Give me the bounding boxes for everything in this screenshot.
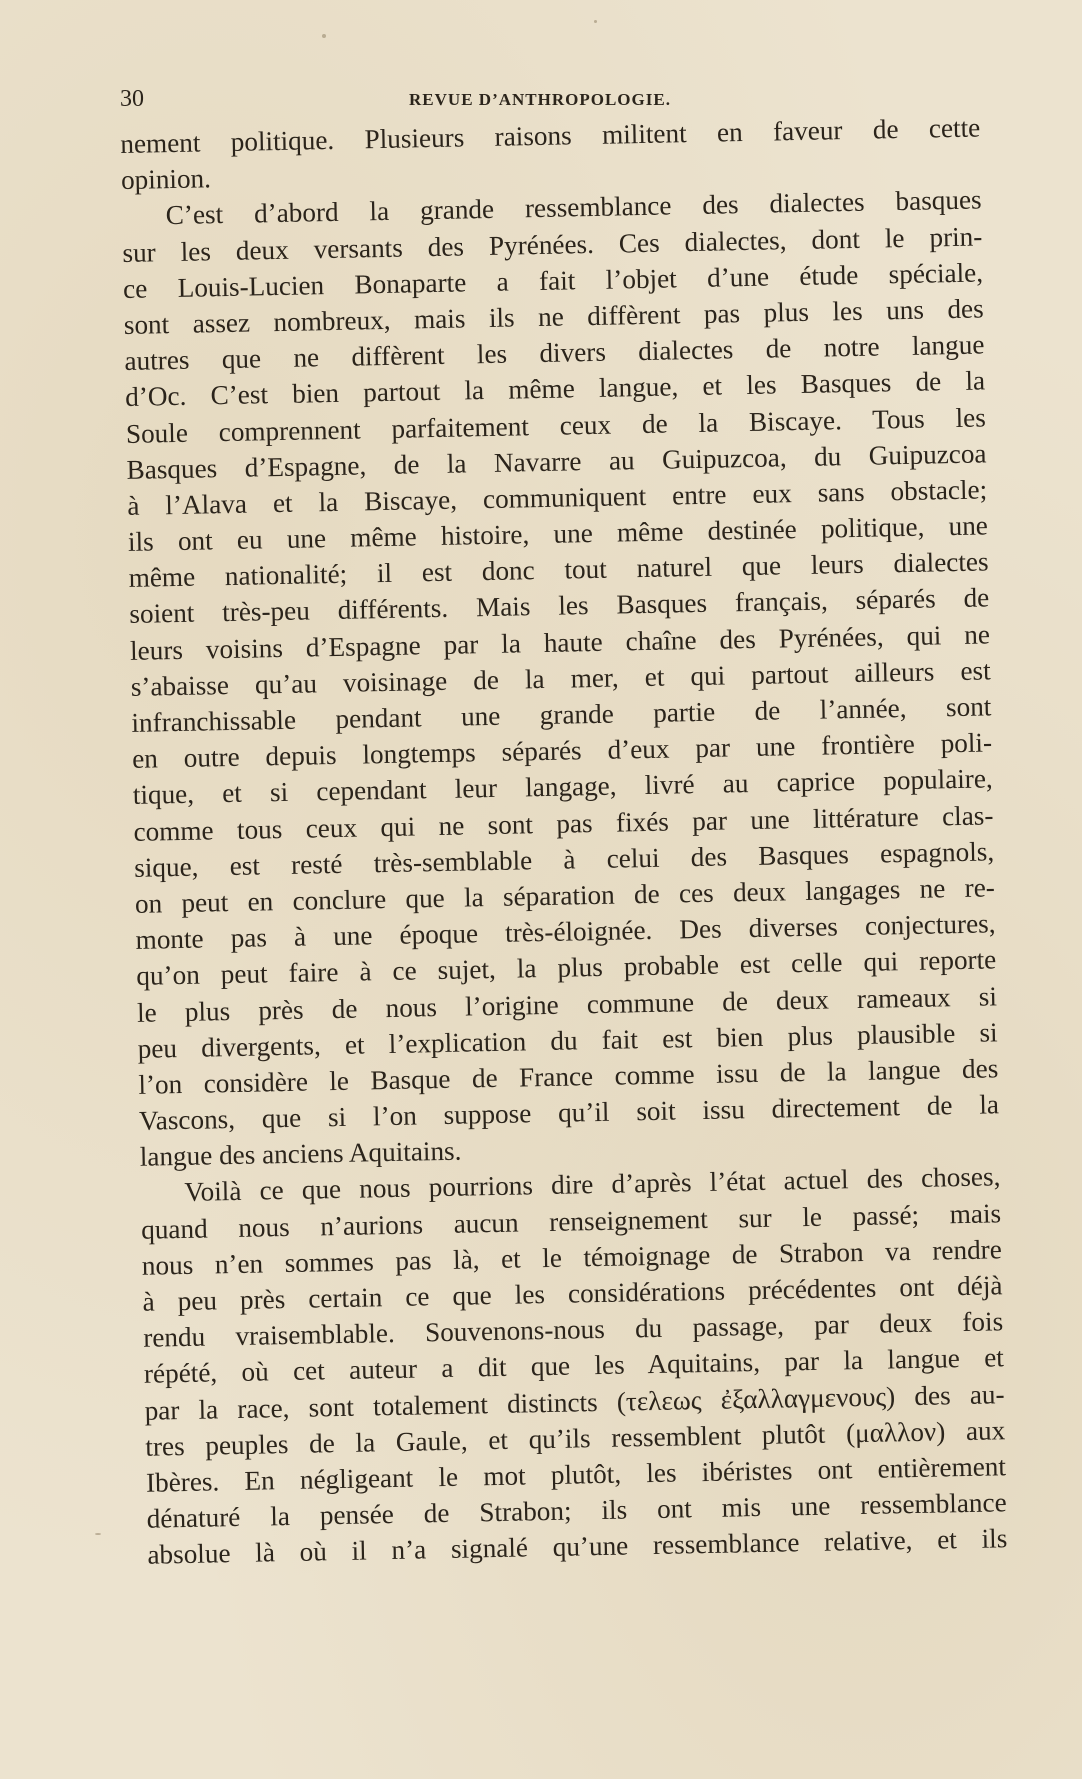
text-line: tres peuples de la Gaule, et qu’ils ressemblent plutôt (μαλλον) aux: [145, 1414, 1006, 1462]
text-line: langue des anciens Aquitains.: [139, 1135, 462, 1173]
text-line: soient très-peu différents. Mais les Basques français, séparés de: [129, 582, 990, 630]
text-line: infranchissable pendant une grande partie de l’année, sont: [131, 691, 992, 738]
text-line: quand nous n’aurions aucun renseignement sur le passé; mais: [140, 1197, 1002, 1245]
text-line: d’Oc. C’est bien partout la même langue, et les Basques de la: [124, 365, 986, 413]
text-line: nous n’en sommes pas là, et le témoignage de Strabon va rendre: [141, 1234, 1003, 1281]
paper-speck: [322, 34, 326, 38]
text-line: même nationalité; il est donc tout naturel que leurs dialectes: [128, 546, 989, 594]
text-line: C’est d’abord la grande ressemblance des dialectes basques: [165, 184, 982, 231]
text-line: Vascons, que si l’on suppose qu’il soit issu directement de la: [138, 1089, 1000, 1136]
text-line: s’abaisse qu’au voisinage de la mer, et qui partout ailleurs est: [130, 655, 991, 702]
text-line: comme tous ceux qui ne sont pas fixés par une littérature clas-: [133, 799, 994, 847]
text-line: peu divergents, et l’explication du fait est bien plus plausible si: [137, 1017, 998, 1064]
page-number: 30: [120, 86, 144, 112]
paper-speck: [594, 20, 597, 23]
text-line: sur les deux versants des Pyrénées. Ces dialectes, dont le prin-: [122, 221, 983, 268]
paper-speck: [95, 1533, 101, 1535]
text-line: Basques d’Espagne, de la Navarre au Guipuzcoa, du Guipuzcoa: [126, 438, 987, 485]
text-line: tique, et si cependant leur langage, livré au caprice populaire,: [132, 763, 993, 811]
text-line: en outre depuis longtemps séparés d’eux par une frontière poli-: [131, 727, 993, 775]
text-line: par la race, sont totalement distincts (τελεως ἐξαλλαγμενους) des au-: [144, 1378, 1005, 1426]
text-line: Ibères. En négligeant le mot plutôt, les ibéristes ont entièrement: [145, 1451, 1007, 1498]
text-line: dénaturé la pensée de Strabon; ils ont mis une ressemblance: [146, 1487, 1007, 1534]
body-text: [120, 109, 1008, 1573]
text-line: Soule comprennent parfaitement ceux de la Biscaye. Tous les: [125, 401, 987, 449]
text-line: à peu près certain ce que les considérations précédentes ont déjà: [142, 1270, 1003, 1317]
text-line: l’on considère le Basque de France comme issu de la langue des: [138, 1053, 999, 1100]
text-line: sont assez nombreux, mais ils ne diffèrent pas plus les uns des: [123, 293, 984, 340]
text-line: opinion.: [120, 163, 212, 196]
text-line: nement politique. Plusieurs raisons militent en faveur de cette: [120, 112, 981, 159]
text-line: répété, où cet auteur a dit que les Aquitains, par la langue et: [143, 1342, 1005, 1390]
text-line: qu’on peut faire à ce sujet, la plus probable est celle qui reporte: [136, 944, 997, 992]
text-line: leurs voisins d’Espagne par la haute chaîne des Pyrénées, qui ne: [129, 619, 991, 666]
text-line: Voilà ce que nous pourrions dire d’après l’état actuel des choses,: [184, 1161, 1001, 1208]
text-line: sique, est resté très-semblable à celui des Basques espagnols,: [133, 836, 995, 883]
text-line: rendu vraisemblable. Souvenons-nous du passage, par deux fois: [142, 1306, 1004, 1353]
text-line: ils ont eu une même histoire, une même destinée politique, une: [127, 510, 989, 557]
text-line: on peut en conclure que la séparation de ces deux langages ne re-: [134, 872, 996, 919]
text-line: à l’Alava et la Biscaye, communiquent entre eux sans obstacle;: [127, 474, 988, 521]
text-line: absolue là où il n’a signalé qu’une ressemblance relative, et ils: [147, 1523, 1008, 1571]
text-line: autres que ne diffèrent les divers dialectes de notre langue: [124, 329, 985, 377]
text-line: ce Louis-Lucien Bonaparte a fait l’objet d’une étude spéciale,: [122, 257, 984, 304]
text-line: monte pas à une époque très-éloignée. Des diverses conjectures,: [135, 908, 996, 955]
running-head: REVUE D’ANTHROPOLOGIE.: [409, 90, 671, 109]
text-line: le plus près de nous l’origine commune de deux rameaux si: [136, 980, 998, 1028]
